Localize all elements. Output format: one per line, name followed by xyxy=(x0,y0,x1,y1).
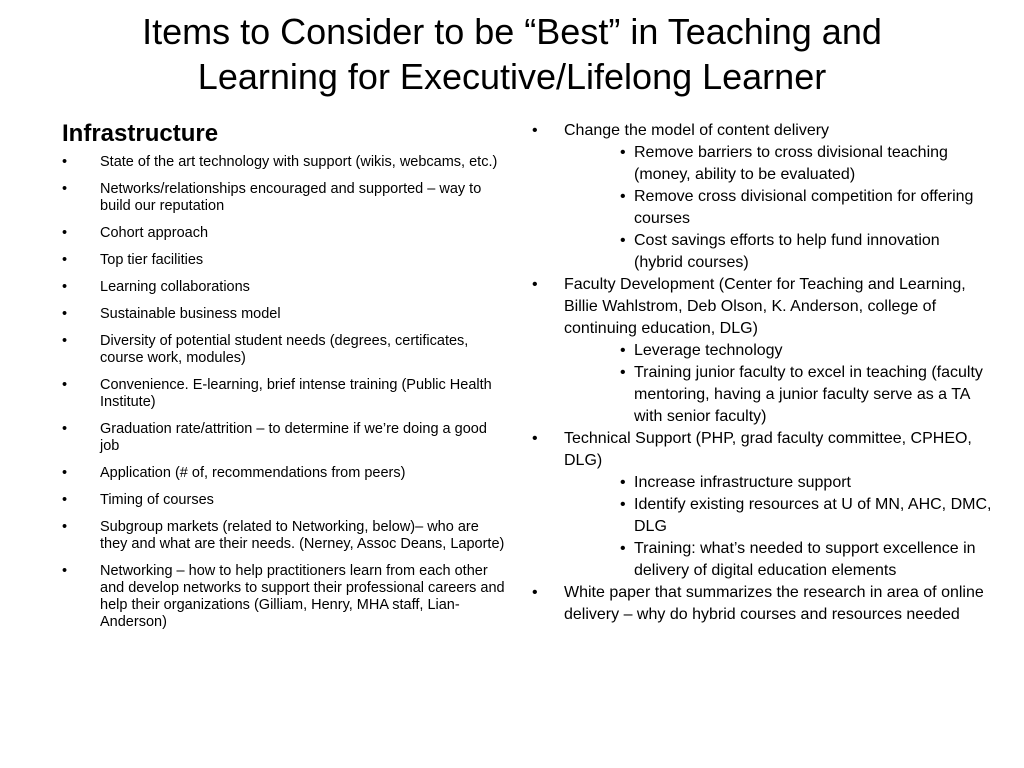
list-item-text: Convenience. E-learning, brief intense training (Public Health Institute) xyxy=(100,377,492,410)
sub-list-item xyxy=(620,186,992,230)
bullet-icon: • xyxy=(62,306,68,322)
list-item-text: Cohort approach xyxy=(100,225,209,241)
list-item-text: Subgroup markets (related to Networking, below)– who are they and what are their needs. (Nerney, Assoc Deans, Laporte) xyxy=(100,519,505,552)
list-item xyxy=(532,274,992,428)
bullet-icon: • xyxy=(62,333,68,349)
bullet-icon: • xyxy=(62,181,68,197)
bullet-icon: • xyxy=(62,492,68,508)
bullet-icon: • xyxy=(532,122,538,139)
list-item xyxy=(62,421,510,455)
list-item xyxy=(62,333,510,367)
bullet-icon: • xyxy=(620,188,626,205)
bullet-icon: • xyxy=(62,421,68,437)
list-item-text: Graduation rate/attrition – to determine if we’re doing a good job xyxy=(100,421,487,454)
sub-list-item-text: Training: what’s needed to support excellence in delivery of digital education elements xyxy=(634,540,976,579)
sub-list-item xyxy=(620,340,992,362)
list-item xyxy=(62,563,510,631)
sub-list-item-text: Identify existing resources at U of MN, AHC, DMC, DLG xyxy=(634,496,992,535)
list-item-text: Faculty Development (Center for Teaching and Learning, Billie Wahlstrom, Deb Olson, K. Anderson, college of continuing education, DLG) xyxy=(564,276,966,337)
list-item-text: Learning collaborations xyxy=(100,279,250,295)
list-item xyxy=(62,252,510,269)
sub-list xyxy=(564,340,992,428)
list-item xyxy=(62,306,510,323)
sub-list-item-text: Remove barriers to cross divisional teaching (money, ability to be evaluated) xyxy=(634,144,948,183)
sub-list-item-text: Remove cross divisional competition for offering courses xyxy=(634,188,974,227)
list-item-text: Networks/relationships encouraged and supported – way to build our reputation xyxy=(100,181,482,214)
bullet-icon: • xyxy=(620,540,626,557)
sub-list-item xyxy=(620,362,992,428)
sub-list-item-text: Increase infrastructure support xyxy=(634,474,851,491)
list-item-text: White paper that summarizes the research in area of online delivery – why do hybrid courses and resources needed xyxy=(564,584,984,623)
sub-list-item xyxy=(620,472,992,494)
list-item xyxy=(62,492,510,509)
title-line-1: Items to Consider to be “Best” in Teaching and xyxy=(142,11,882,52)
sub-list xyxy=(564,142,992,274)
bullet-icon: • xyxy=(62,563,68,579)
bullet-icon: • xyxy=(62,465,68,481)
list-item-text: Networking – how to help practitioners learn from each other and develop networks to support their professional careers and help their organizations (Gilliam, Henry, MHA staff, Lian-Anderson) xyxy=(100,563,505,630)
sub-list-item-text: Cost savings efforts to help fund innovation (hybrid courses) xyxy=(634,232,940,271)
list-item-text: Top tier facilities xyxy=(100,252,204,268)
list-item-text: Technical Support (PHP, grad faculty committee, CPHEO, DLG) xyxy=(564,430,972,469)
bullet-icon: • xyxy=(620,232,626,249)
sub-list-item xyxy=(620,142,992,186)
infrastructure-column xyxy=(62,119,510,641)
list-item xyxy=(62,519,510,553)
list-item xyxy=(62,377,510,411)
title-line-2: Learning for Executive/Lifelong Learner xyxy=(197,56,827,97)
bullet-icon: • xyxy=(620,342,626,359)
list-item-text: Sustainable business model xyxy=(100,306,281,322)
bullet-icon: • xyxy=(62,225,68,241)
list-item xyxy=(532,120,992,274)
bullet-icon: • xyxy=(620,364,626,381)
sub-list-item-text: Leverage technology xyxy=(634,342,783,359)
list-item-text: Application (# of, recommendations from peers) xyxy=(100,465,406,481)
list-item xyxy=(62,465,510,482)
delivery-list xyxy=(532,120,992,626)
list-item xyxy=(532,582,992,626)
bullet-icon: • xyxy=(620,474,626,491)
section-heading: Infrastructure xyxy=(62,120,219,147)
sub-list-item xyxy=(620,230,992,274)
list-item-text: Timing of courses xyxy=(100,492,214,508)
bullet-icon: • xyxy=(532,584,538,601)
bullet-icon: • xyxy=(532,430,538,447)
list-item xyxy=(62,181,510,215)
infrastructure-list xyxy=(62,154,510,631)
list-item-text: Diversity of potential student needs (degrees, certificates, course work, modules) xyxy=(100,333,469,366)
sub-list-item xyxy=(620,538,992,582)
list-item xyxy=(62,154,510,171)
bullet-icon: • xyxy=(620,144,626,161)
sub-list-item-text: Training junior faculty to excel in teaching (faculty mentoring, having a junior faculty serve as a TA with senior faculty) xyxy=(634,364,983,425)
slide-title xyxy=(20,9,1004,99)
bullet-icon: • xyxy=(62,252,68,268)
list-item xyxy=(532,428,992,582)
bullet-icon: • xyxy=(62,519,68,535)
sub-list-item xyxy=(620,494,992,538)
list-item xyxy=(62,279,510,296)
list-item-text: State of the art technology with support (wikis, webcams, etc.) xyxy=(100,154,498,170)
bullet-icon: • xyxy=(532,276,538,293)
delivery-column xyxy=(532,120,992,626)
list-item-text: Change the model of content delivery xyxy=(564,122,830,139)
bullet-icon: • xyxy=(62,377,68,393)
list-item xyxy=(62,225,510,242)
bullet-icon: • xyxy=(62,154,68,170)
sub-list xyxy=(564,472,992,582)
bullet-icon: • xyxy=(62,279,68,295)
bullet-icon: • xyxy=(620,496,626,513)
